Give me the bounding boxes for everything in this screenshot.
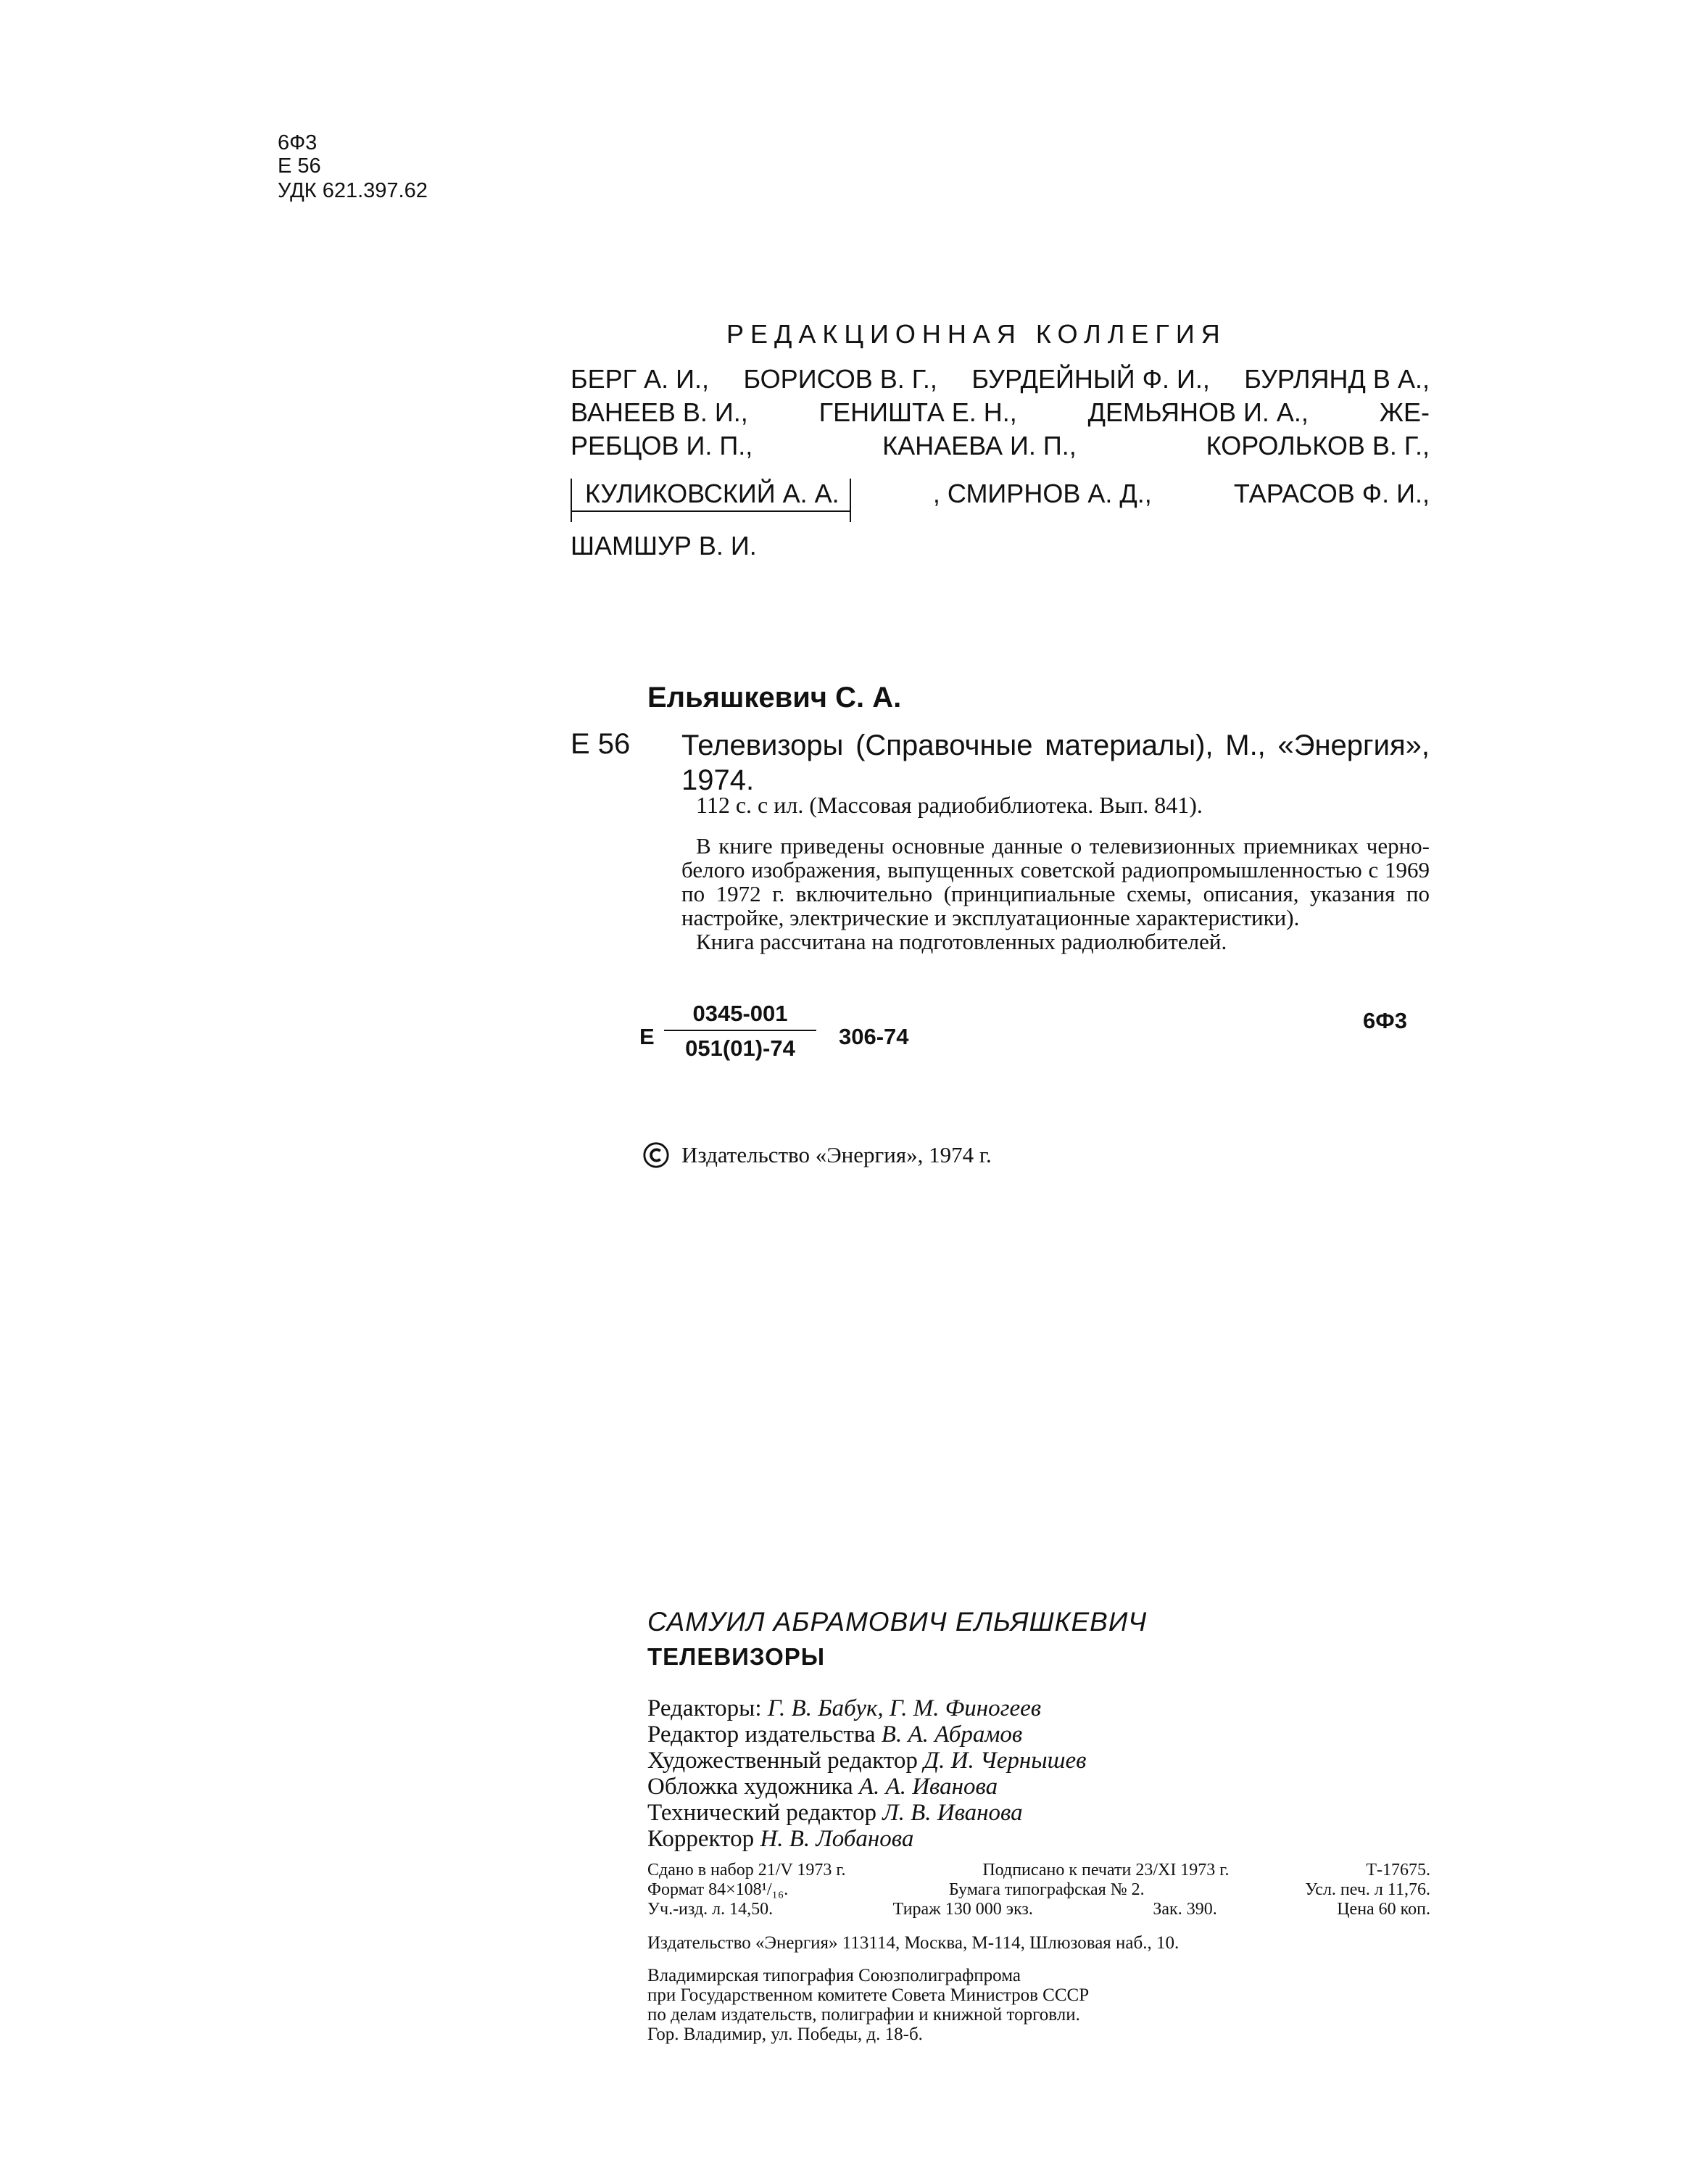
entry-author: Ельяшкевич С. А. [647, 682, 902, 714]
credit-row [647, 1695, 1086, 1721]
tech-cell: Тираж 130 000 экз. [892, 1900, 1033, 1919]
editorial-board-line-5 [571, 531, 1430, 561]
index-numerator: 0345-001 [664, 1001, 816, 1031]
board-member: ШАМШУР В. И. [571, 531, 757, 561]
credit-name: Д. И. Чернышев [924, 1748, 1087, 1774]
printer-block [647, 1966, 1089, 2044]
credit-role: Обложка художника [647, 1774, 853, 1800]
credit-name: Н. В. Лобанова [760, 1826, 914, 1852]
entry-series: 112 с. с ил. (Массовая радиобиблиотека. Вып. 841). [696, 792, 1203, 818]
credit-role: Корректор [647, 1826, 755, 1852]
printer-line: Владимирская типография Союзполиграфпрома [647, 1966, 1021, 1985]
tech-cell: Т-17675. [1366, 1861, 1430, 1880]
editorial-board-line-1 [571, 364, 1430, 394]
board-member: ГЕНИШТА Е. Н., [818, 397, 1017, 427]
credit-role: Редакторы: [647, 1695, 762, 1721]
udc-index: УДК 621.397.62 [278, 179, 428, 202]
credit-row [647, 1800, 1086, 1826]
entry-code: Е 56 [571, 728, 631, 760]
annotation-audience: Книга рассчитана на подготовленных радиолюбителей. [696, 929, 1227, 954]
memorial-boxed-name: КУЛИКОВСКИЙ А. А. [571, 479, 851, 512]
printer-line: при Государственном комитете Совета Министров СССР [647, 1985, 1090, 2005]
imprint-credits [647, 1695, 1086, 1852]
board-member: ЖЕ- [1379, 397, 1430, 427]
entry-annotation [681, 834, 1430, 954]
board-member: ДЕМЬЯНОВ И. А., [1087, 397, 1309, 427]
board-member: БОРИСОВ В. Г., [743, 364, 937, 394]
tech-row [647, 1861, 1430, 1880]
tech-row [647, 1900, 1430, 1919]
credit-row [647, 1826, 1086, 1852]
tech-cell: Сдано в набор 21/V 1973 г. [647, 1861, 846, 1880]
tech-cell: Бумага типографская № 2. [948, 1880, 1145, 1899]
imprint-tech-details [647, 1861, 1430, 1919]
index-right: 306-74 [839, 1024, 909, 1049]
board-member: РЕБЦОВ И. П., [571, 431, 753, 460]
board-member: , СМИРНОВ А. Д., [932, 479, 1152, 508]
editorial-board-line-3 [571, 431, 1430, 461]
entry-title: Телевизоры (Справочные материалы), М., «Энергия», 1974. [681, 729, 1430, 796]
index-denominator: 051(01)-74 [685, 1035, 795, 1061]
board-member: КОРОЛЬКОВ В. Г., [1206, 431, 1430, 460]
credit-role: Художественный редактор [647, 1748, 918, 1774]
credit-name: Л. В. Иванова [882, 1800, 1023, 1826]
board-member: БЕРГ А. И., [571, 364, 710, 394]
board-member: КАНАЕВА И. П., [882, 431, 1077, 460]
publisher-address: Издательство «Энергия» 113114, Москва, М-114, Шлюзовая наб., 10. [647, 1933, 1180, 1953]
board-member: БУРЛЯНД В А., [1244, 364, 1430, 394]
copyright-line [642, 1141, 992, 1169]
tech-row [647, 1880, 1430, 1900]
board-member: ВАНЕЕВ В. И., [571, 397, 748, 427]
imprint-title: ТЕЛЕВИЗОРЫ [647, 1643, 826, 1670]
credit-row [647, 1774, 1086, 1800]
tech-cell: Уч.-изд. л. 14,50. [647, 1900, 774, 1919]
credit-name: Г. В. Бабук, Г. М. Финогеев [767, 1695, 1042, 1721]
index-fraction [664, 1001, 816, 1062]
index-letter: Е [639, 1024, 655, 1049]
credit-row [647, 1748, 1086, 1774]
credit-name: А. А. Иванова [858, 1774, 998, 1800]
tech-cell: Формат 84×108¹/₁₆. [647, 1880, 789, 1899]
bbk-index: 6Ф3 [278, 131, 318, 154]
copyright-icon [642, 1141, 670, 1169]
credit-role: Технический редактор [647, 1800, 876, 1826]
credit-row [647, 1721, 1086, 1748]
editorial-board-line-2 [571, 397, 1430, 428]
tech-cell: Зак. 390. [1153, 1900, 1217, 1919]
tech-cell: Усл. печ. л 11,76. [1305, 1880, 1430, 1899]
credit-role: Редактор издательства [647, 1721, 876, 1748]
printer-line: по делам издательств, полиграфии и книжной торговли. [647, 2005, 1080, 2025]
author-mark: Е 56 [278, 154, 321, 178]
credit-name: В. А. Абрамов [881, 1721, 1023, 1748]
editorial-board-line-4 [571, 479, 1430, 512]
imprint-author: САМУИЛ АБРАМОВИЧ ЕЛЬЯШКЕВИЧ [647, 1607, 1148, 1637]
tech-cell: Цена 60 коп. [1337, 1900, 1430, 1919]
printer-line: Гор. Владимир, ул. Победы, д. 18-б. [647, 2025, 923, 2044]
board-member: ТАРАСОВ Ф. И., [1233, 479, 1430, 508]
udc-right: 6Ф3 [1363, 1008, 1407, 1033]
tech-cell: Подписано к печати 23/XI 1973 г. [982, 1861, 1230, 1880]
board-member: БУРДЕЙНЫЙ Ф. И., [971, 364, 1210, 394]
editorial-board-heading: РЕДАКЦИОННАЯ КОЛЛЕГИЯ [726, 319, 1227, 349]
annotation-paragraph: В книге приведены основные данные о телевизионных приемниках черно-белого изображения, выпущенных советской радиопромышленностью с 1969 по 1972 г. включительно (принципиальные схемы, описания, указания по настройке, электрические и эксплуатационные характеристики). [681, 833, 1430, 930]
copyright-text: Издательство «Энергия», 1974 г. [681, 1142, 992, 1167]
